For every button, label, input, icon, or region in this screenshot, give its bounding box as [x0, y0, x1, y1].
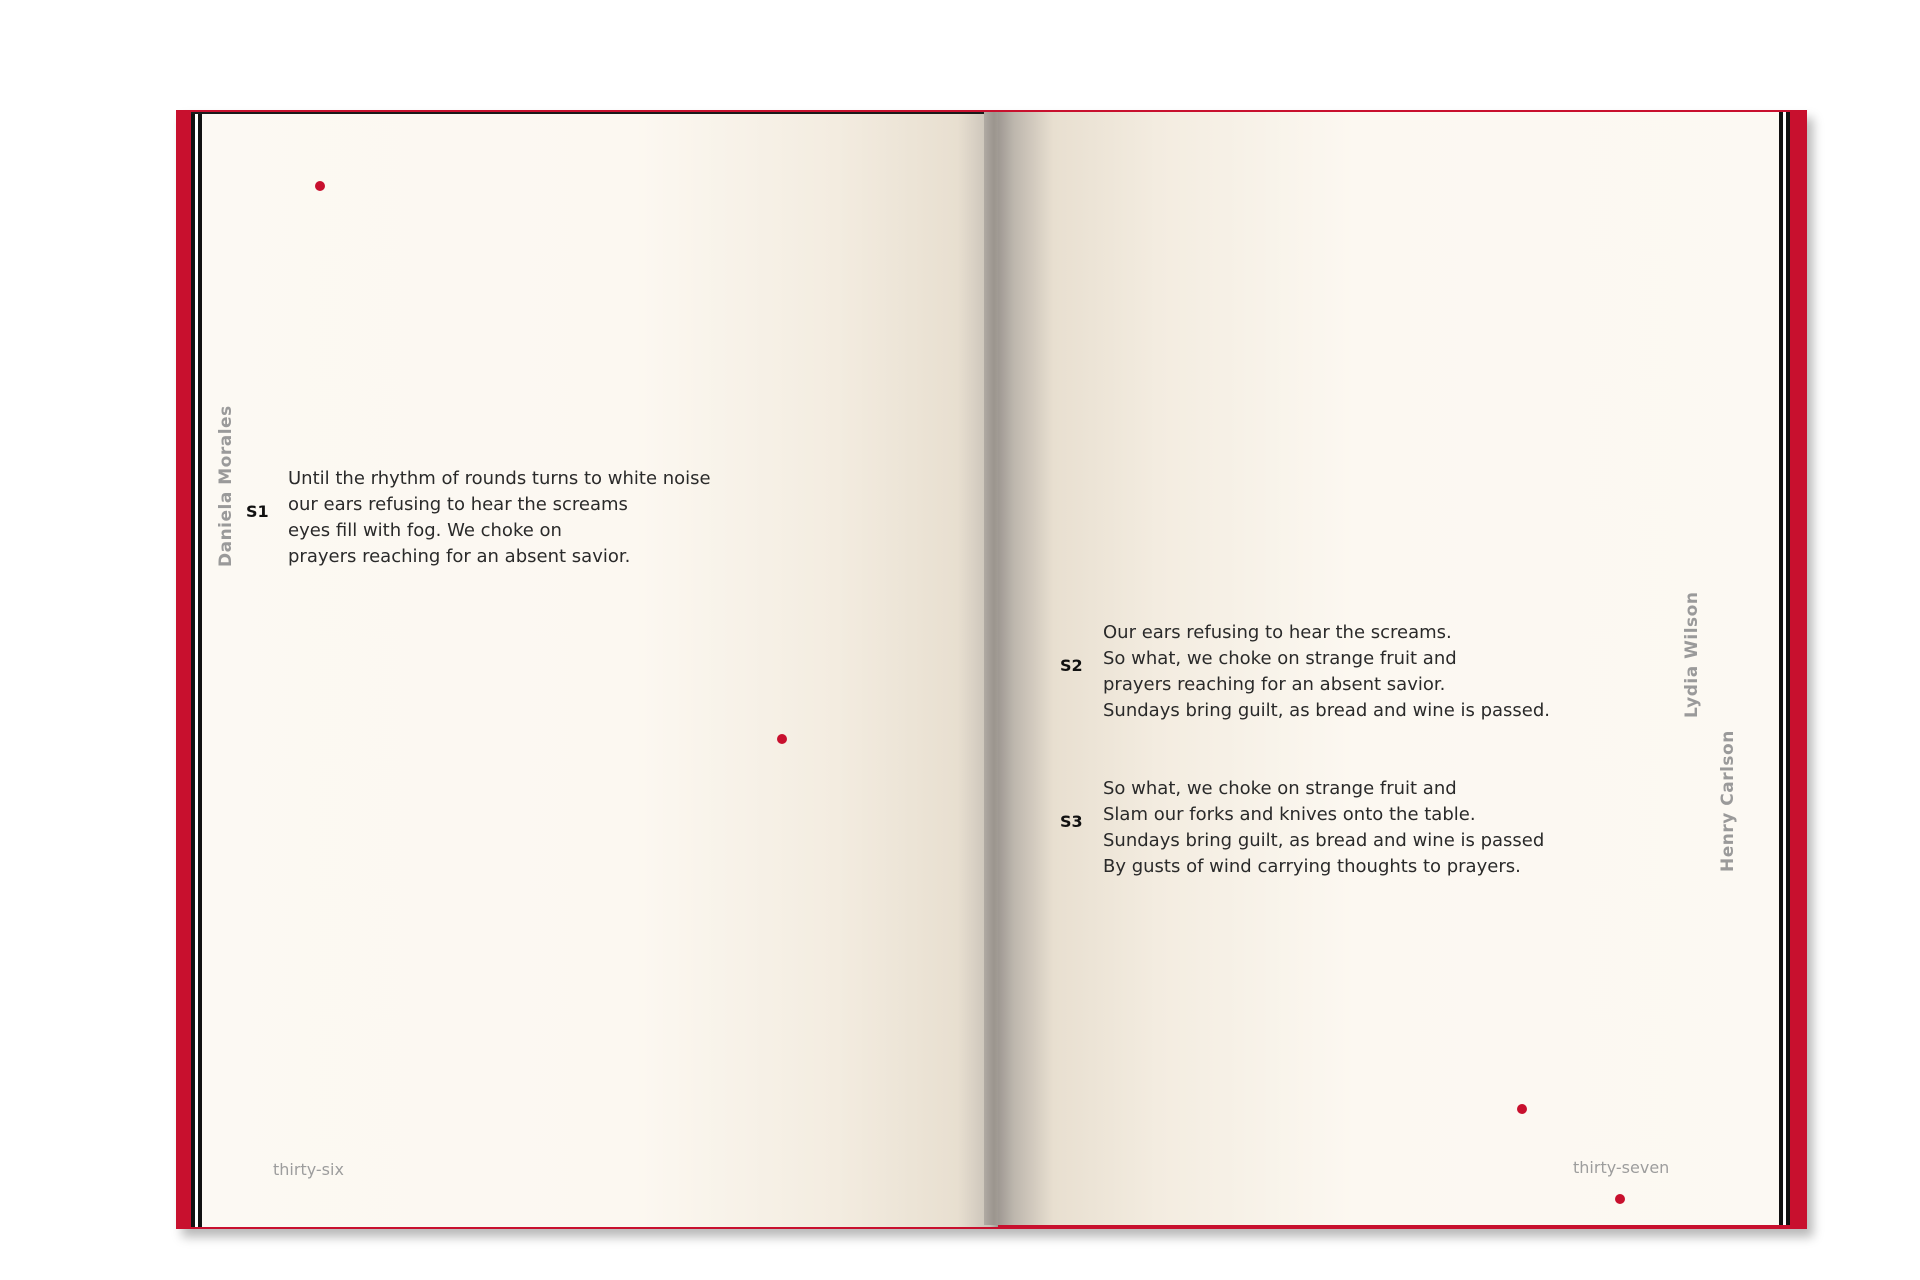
right-page: [998, 112, 1790, 1225]
decorative-dot: [1517, 1104, 1527, 1114]
left-page: [191, 112, 998, 1227]
stanza-line: So what, we choke on strange fruit and: [1103, 648, 1457, 669]
decorative-dot: [315, 181, 325, 191]
stanza-line: Sundays bring guilt, as bread and wine is passed: [1103, 830, 1545, 851]
author-name-right-1: Lydia Wilson: [1682, 591, 1702, 718]
decorative-dot: [1615, 1194, 1625, 1204]
stanza-line: prayers reaching for an absent savior.: [288, 546, 631, 567]
stanza-line: By gusts of wind carrying thoughts to prayers.: [1103, 856, 1521, 877]
stanza-line: Our ears refusing to hear the screams.: [1103, 622, 1452, 643]
stanza-line: Slam our forks and knives onto the table.: [1103, 804, 1476, 825]
author-name-left: Daniela Morales: [216, 405, 236, 567]
author-name-right-2: Henry Carlson: [1718, 730, 1738, 872]
stanza-line: Until the rhythm of rounds turns to white noise: [288, 468, 711, 489]
page-edge-left: [191, 114, 202, 1227]
stanza-s1: [288, 466, 711, 570]
page-number-right: thirty-seven: [1573, 1158, 1670, 1177]
stanza-label-s2: S2: [1060, 656, 1083, 675]
stanza-s2: [1103, 620, 1550, 724]
stanza-line: So what, we choke on strange fruit and: [1103, 778, 1457, 799]
stanza-line: eyes fill with fog. We choke on: [288, 520, 562, 541]
stanza-line: Sundays bring guilt, as bread and wine is passed.: [1103, 700, 1551, 721]
stanza-line: our ears refusing to hear the screams: [288, 494, 628, 515]
page-number-left: thirty-six: [273, 1160, 344, 1179]
stanza-line: prayers reaching for an absent savior.: [1103, 674, 1446, 695]
open-book: [176, 110, 1807, 1229]
decorative-dot: [777, 734, 787, 744]
stanza-label-s3: S3: [1060, 812, 1083, 831]
stanza-label-s1: S1: [246, 502, 269, 521]
stanza-s3: [1103, 776, 1544, 880]
page-edge-right: [1779, 112, 1790, 1225]
